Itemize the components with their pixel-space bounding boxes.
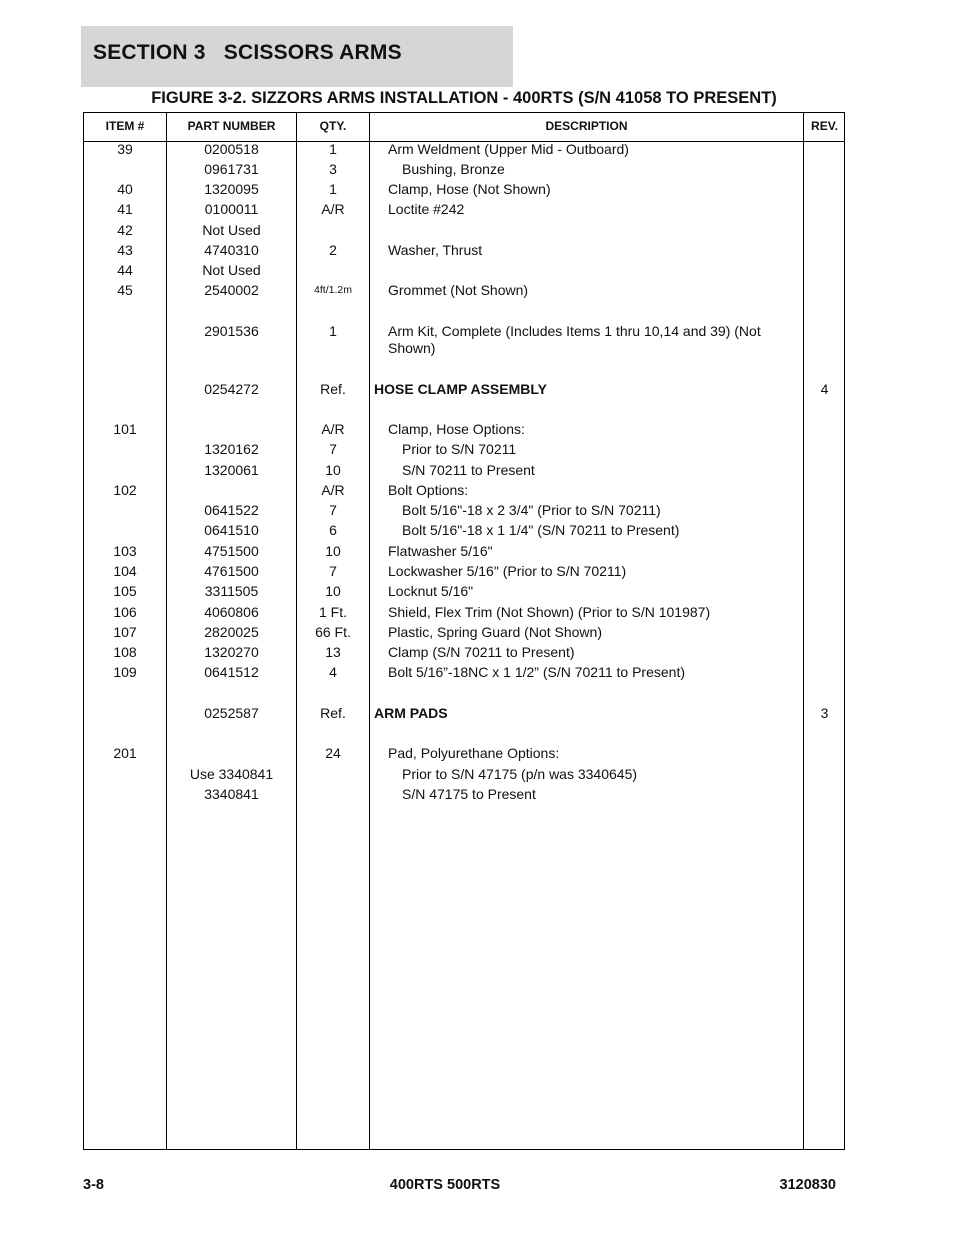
part-number: 1320162 — [204, 441, 259, 457]
header-qty: QTY. — [319, 119, 347, 133]
description: Bolt 5/16"-18 x 2 3/4" (Prior to S/N 70211) — [402, 502, 661, 518]
description: Shield, Flex Trim (Not Shown) (Prior to S/N 101987) — [388, 604, 711, 620]
description: Prior to S/N 47175 (p/n was 3340645) — [402, 766, 638, 782]
page-number: 3-8 — [83, 1177, 104, 1193]
quantity: 3 — [329, 161, 337, 177]
item-number: 42 — [117, 222, 133, 238]
quantity: A/R — [321, 201, 345, 217]
quantity: 6 — [329, 522, 337, 538]
item-number: 201 — [113, 745, 137, 761]
description: Clamp, Hose Options: — [388, 421, 525, 437]
part-number: 0641522 — [204, 502, 259, 518]
part-number: 2901536 — [204, 323, 259, 339]
table-header-row — [84, 113, 844, 142]
item-number: 41 — [117, 201, 133, 217]
quantity: 1 — [329, 181, 337, 197]
section-title: SECTION 3 SCISSORS ARMS — [93, 41, 402, 64]
item-number: 107 — [113, 624, 137, 640]
description: Prior to S/N 70211 — [402, 441, 517, 457]
item-number: 43 — [117, 242, 133, 258]
description: Pad, Polyurethane Options: — [388, 745, 560, 761]
part-number: Not Used — [202, 262, 261, 278]
figure-title: FIGURE 3-2. SIZZORS ARMS INSTALLATION - 400RTS (S/N 41058 TO PRESENT) — [151, 89, 777, 107]
item-number: 40 — [117, 181, 133, 197]
item-number: 104 — [113, 563, 137, 579]
part-number: 4740310 — [204, 242, 259, 258]
part-number: 0641510 — [204, 522, 259, 538]
header-description: DESCRIPTION — [545, 119, 628, 133]
part-number: 2540002 — [204, 282, 259, 298]
section-header — [81, 26, 513, 87]
part-number: 1320095 — [204, 181, 259, 197]
quantity: 10 — [325, 583, 341, 599]
quantity: 1 — [329, 141, 337, 157]
revision: 4 — [820, 381, 829, 397]
description: Arm Kit, Complete (Includes Items 1 thru 10,14 and 39) (Not Shown) — [388, 323, 761, 356]
parts-table — [83, 112, 845, 1150]
quantity: A/R — [321, 421, 345, 437]
description: Bolt 5/16"-18 x 1 1/4" (S/N 70211 to Present) — [402, 522, 680, 538]
quantity: 2 — [329, 242, 337, 258]
part-number: 0254272 — [204, 381, 259, 397]
quantity: 10 — [325, 543, 341, 559]
quantity: A/R — [321, 482, 345, 498]
description: HOSE CLAMP ASSEMBLY — [374, 381, 547, 397]
part-number: Not Used — [202, 222, 261, 238]
part-number: 4761500 — [204, 563, 259, 579]
description: Loctite #242 — [388, 201, 465, 217]
quantity: 7 — [329, 563, 337, 579]
item-number: 44 — [117, 262, 133, 278]
quantity: 4ft/1.2m — [314, 284, 352, 296]
header-part-number: PART NUMBER — [187, 119, 276, 133]
description: S/N 47175 to Present — [402, 786, 536, 802]
item-number: 103 — [113, 543, 137, 559]
part-number: 0100011 — [204, 201, 259, 217]
description: Bolt Options: — [388, 482, 469, 498]
quantity: 1 — [329, 323, 337, 339]
description: Arm Weldment (Upper Mid - Outboard) — [388, 141, 629, 157]
item-number: 102 — [113, 482, 137, 498]
part-number: 2820025 — [204, 624, 259, 640]
item-number: 45 — [117, 282, 133, 298]
header-rev: REV. — [811, 119, 838, 133]
item-number: 106 — [113, 604, 137, 620]
description: Lockwasher 5/16" (Prior to S/N 70211) — [388, 563, 627, 579]
model-name: 400RTS 500RTS — [389, 1177, 501, 1193]
description: Bolt 5/16”-18NC x 1 1/2” (S/N 70211 to Present) — [388, 664, 685, 680]
part-number: 4060806 — [204, 604, 259, 620]
part-number: 0641512 — [204, 664, 259, 680]
description: Washer, Thrust — [388, 242, 483, 258]
quantity: 1 Ft. — [318, 604, 347, 620]
document-number: 3120830 — [779, 1177, 836, 1193]
description: S/N 70211 to Present — [402, 462, 535, 478]
description: Bushing, Bronze — [402, 161, 505, 177]
quantity: 66 Ft. — [315, 624, 351, 640]
quantity: 13 — [325, 644, 341, 660]
revision: 3 — [820, 705, 829, 721]
part-number: 3311505 — [204, 583, 259, 599]
quantity: Ref. — [320, 381, 346, 397]
description: Plastic, Spring Guard (Not Shown) — [388, 624, 602, 640]
quantity: Ref. — [320, 705, 346, 721]
description: Clamp, Hose (Not Shown) — [388, 181, 551, 197]
item-number: 109 — [113, 664, 137, 680]
part-number: 0252587 — [204, 705, 259, 721]
item-number: 105 — [113, 583, 137, 599]
part-number: 0200518 — [204, 141, 259, 157]
description: Grommet (Not Shown) — [388, 282, 529, 298]
part-number: Use 3340841 — [189, 766, 274, 782]
description: Flatwasher 5/16" — [388, 543, 493, 559]
quantity: 24 — [325, 745, 341, 761]
column-divider — [369, 113, 370, 1149]
description: Locknut 5/16" — [388, 583, 474, 599]
quantity: 7 — [329, 441, 337, 457]
description: Clamp (S/N 70211 to Present) — [388, 644, 575, 660]
part-number: 1320270 — [204, 644, 259, 660]
item-number: 108 — [113, 644, 137, 660]
quantity: 7 — [329, 502, 337, 518]
part-number: 1320061 — [204, 462, 259, 478]
part-number: 3340841 — [204, 786, 259, 802]
item-number: 39 — [117, 141, 133, 157]
header-item: ITEM # — [105, 119, 145, 133]
description: ARM PADS — [374, 705, 448, 721]
part-number: 0961731 — [204, 161, 259, 177]
quantity: 10 — [325, 462, 341, 478]
part-number: 4751500 — [204, 543, 259, 559]
item-number: 101 — [113, 421, 137, 437]
quantity: 4 — [329, 664, 337, 680]
